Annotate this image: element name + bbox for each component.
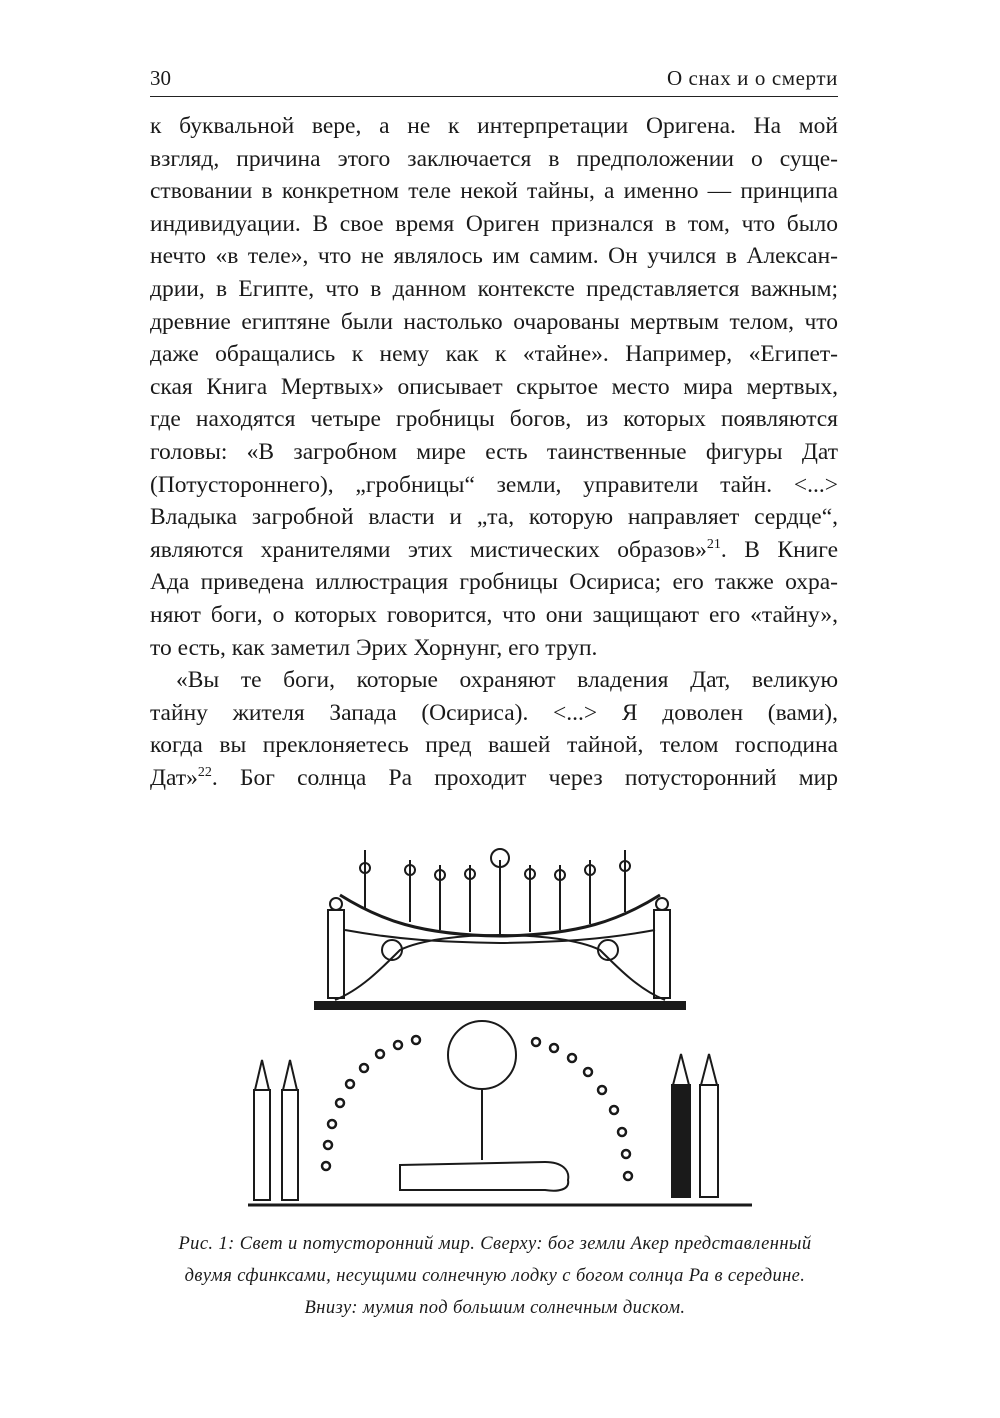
text-line: Ада приведена иллюстрация гробницы Осириса; его также охра- bbox=[150, 569, 838, 596]
footnote-ref-21[interactable]: 21 bbox=[706, 536, 721, 552]
text-fragment: . Бог солнца Ра проходит через потусторонний мир bbox=[211, 764, 838, 791]
text-line-with-footnote bbox=[150, 762, 838, 795]
paragraph-2 bbox=[150, 664, 838, 794]
text-fragment: Дат» bbox=[150, 764, 198, 791]
egyptian-illustration bbox=[240, 840, 760, 1220]
solar-boat-scene bbox=[315, 849, 685, 1009]
mummy bbox=[400, 1162, 568, 1191]
text-line: головы: «В загробном мире есть таинственные фигуры Дат bbox=[150, 438, 838, 465]
text-line: нечто «в теле», что не являлось им самим. Он учился в Алексан- bbox=[150, 243, 838, 270]
caption-line: двумя сфинксами, несущими солнечную лодку с богом солнца Ра в середине. bbox=[184, 1266, 806, 1286]
ground-line bbox=[315, 1002, 685, 1009]
text-line: (Потустороннего), „гробницы“ земли, управители тайн. <...> bbox=[150, 471, 838, 498]
great-sun-disk bbox=[448, 1021, 516, 1089]
text-line: то есть, как заметил Эрих Хорнунг, его труп. bbox=[150, 634, 598, 661]
text-line: няют боги, о которых говорится, что они защищают его «тайну», bbox=[150, 601, 838, 628]
paragraph-1 bbox=[150, 110, 838, 664]
text-line: дрии, в Египте, что в данном контексте представляется важным; bbox=[150, 275, 838, 302]
star-arc-right bbox=[532, 1038, 632, 1180]
text-line: тайну жителя Запада (Осириса). <...> Я доволен (вами), bbox=[150, 699, 838, 726]
caption-line: Рис. 1: Свет и потусторонний мир. Сверху: бог земли Акер представленный bbox=[178, 1234, 812, 1254]
underworld-scene bbox=[248, 1021, 752, 1205]
guardian-gods-right bbox=[672, 1054, 718, 1197]
text-line: когда вы преклоняетесь пред вашей тайной, телом господина bbox=[150, 732, 838, 759]
body-text bbox=[150, 110, 838, 794]
footnote-ref-22[interactable]: 22 bbox=[197, 764, 212, 780]
text-line: даже обращались к нему как к «тайне». Например, «Египет- bbox=[150, 341, 838, 368]
figure-illustration bbox=[240, 840, 760, 1220]
text-line: ствовании в конкретном теле некой тайны, а именно — принципа bbox=[150, 178, 838, 205]
text-fragment: . В Книге bbox=[720, 536, 838, 563]
text-line: древние египтяне были настолько очарованы мертвым телом, что bbox=[150, 308, 838, 335]
star-arc-left bbox=[322, 1036, 420, 1170]
text-line: к буквальной вере, а не к интерпретации Оригена. На мой bbox=[150, 113, 838, 139]
text-line: «Вы те боги, которые охраняют владения Дат, великую bbox=[176, 667, 838, 694]
running-title: О снах и о смерти bbox=[666, 66, 838, 90]
text-line: где находятся четыре гробницы богов, из которых появляются bbox=[150, 406, 838, 433]
text-line: взгляд, причина этого заключается в предположении о суще- bbox=[150, 145, 838, 172]
text-line: индивидуации. В свое время Ориген признался в том, что было bbox=[150, 210, 838, 237]
running-header bbox=[150, 60, 838, 97]
guardian-gods-left bbox=[254, 1060, 298, 1200]
text-line-with-footnote bbox=[150, 534, 838, 567]
caption-line: Внизу: мумия под большим солнечным диском. bbox=[304, 1298, 686, 1318]
text-fragment: являются хранителями этих мистических образов» bbox=[150, 536, 707, 563]
text-line: Владыка загробной власти и „та, которую направляет сердце“, bbox=[150, 504, 838, 531]
page-number: 30 bbox=[150, 66, 171, 90]
text-line: ская Книга Мертвых» описывает скрытое место мира мертвых, bbox=[150, 373, 838, 400]
figure-caption bbox=[140, 1228, 850, 1324]
deity-figures bbox=[360, 849, 630, 934]
